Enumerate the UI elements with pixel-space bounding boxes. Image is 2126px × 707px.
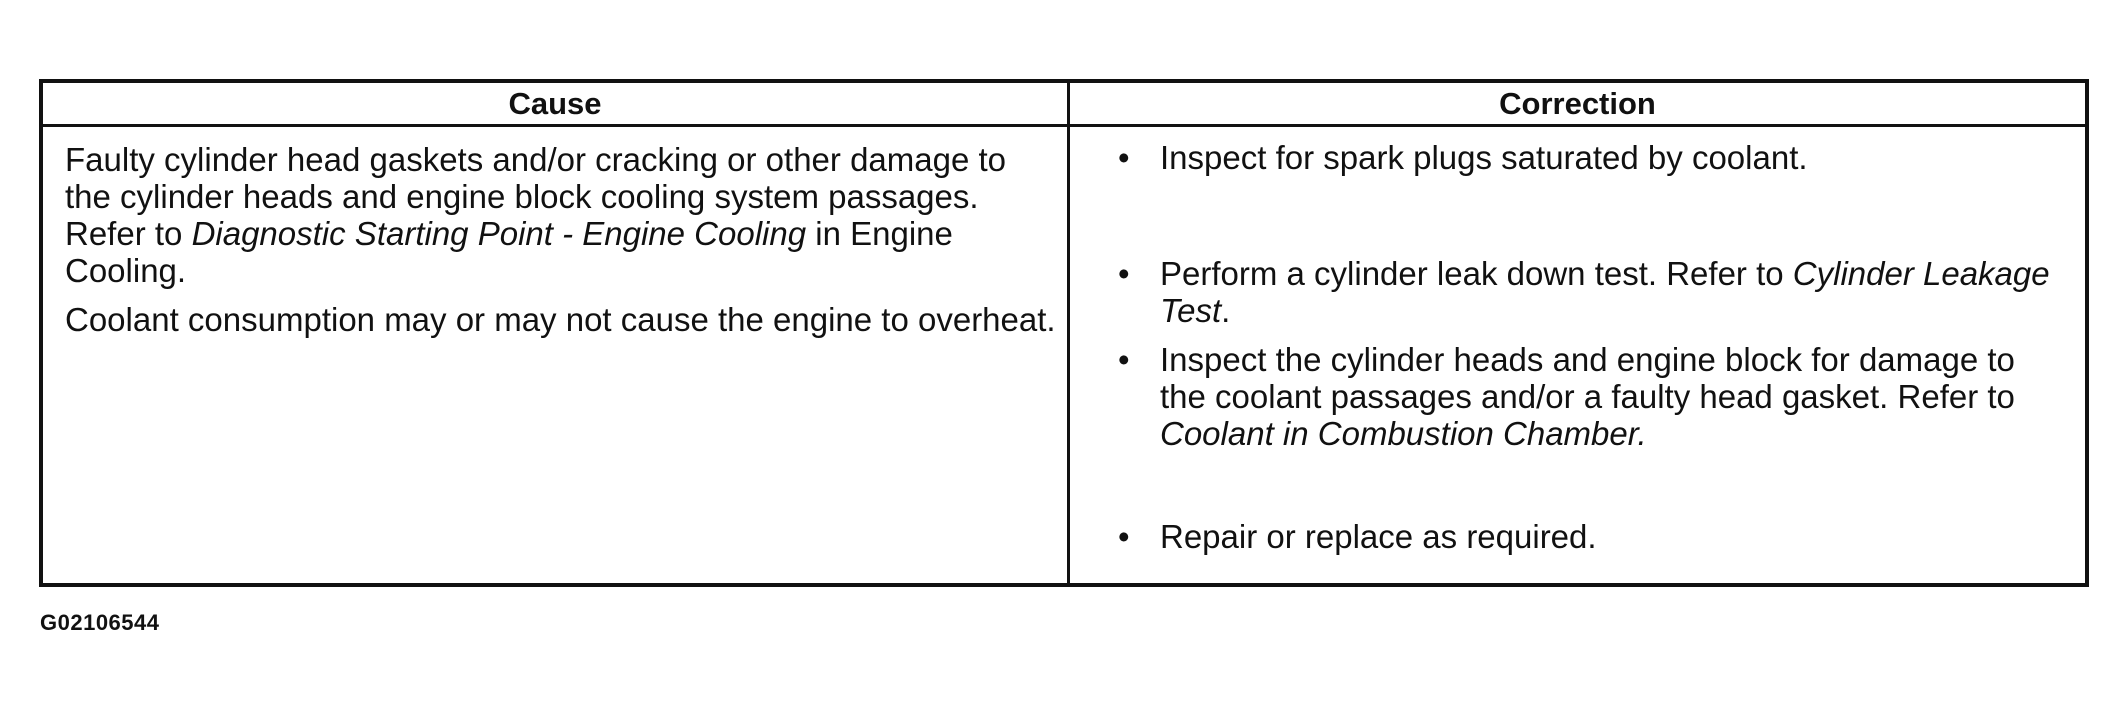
- correction-reference-link[interactable]: Coolant in Combustion Chamber.: [1160, 415, 1647, 452]
- diagnostic-table: [39, 79, 2089, 587]
- correction-text: Perform a cylinder leak down test. Refer to: [1160, 255, 1793, 292]
- cause-cell: [43, 127, 1070, 583]
- correction-item: [1118, 139, 2065, 176]
- correction-text: Repair or replace as required.: [1160, 518, 1597, 555]
- cause-paragraph-2: Coolant consumption may or may not cause the engine to overheat.: [65, 301, 1056, 338]
- correction-text-suffix: .: [1221, 292, 1231, 329]
- header-cause: Cause: [43, 83, 1070, 127]
- cause-paragraph-1: [65, 141, 1061, 289]
- correction-text: Inspect the cylinder heads and engine block for damage to the coolant passages and/or a faulty head gasket. Refer to: [1160, 341, 2015, 415]
- cause-text-suffix: in Engine Cooling.: [65, 215, 953, 289]
- correction-text: Inspect for spark plugs saturated by coolant.: [1160, 139, 1808, 176]
- header-correction: Correction: [1070, 83, 2085, 127]
- correction-item: [1118, 518, 2065, 555]
- figure-id: G02106544: [40, 610, 160, 635]
- correction-item: [1118, 255, 2065, 329]
- correction-item: [1118, 341, 2065, 452]
- cause-reference-link[interactable]: Diagnostic Starting Point - Engine Cooling: [191, 215, 807, 252]
- correction-reference-link[interactable]: Cylinder Leakage Test: [1160, 255, 2050, 329]
- correction-cell: [1070, 127, 2085, 583]
- cause-text: Faulty cylinder head gaskets and/or cracking or other damage to the cylinder heads and engine block cooling system passages. Refer to: [65, 141, 1007, 252]
